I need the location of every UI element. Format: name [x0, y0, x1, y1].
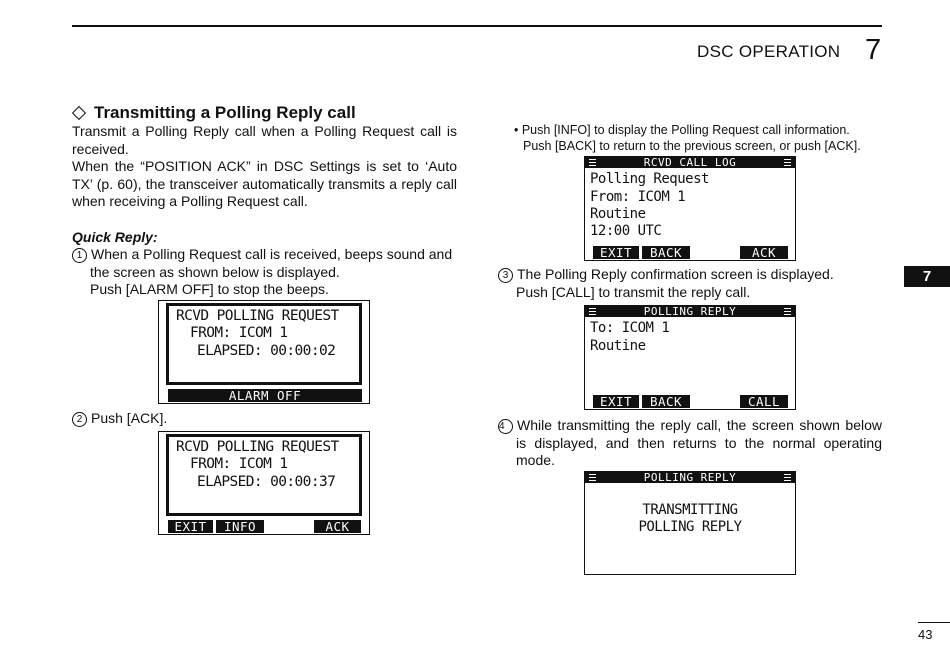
section-heading-text: Transmitting a Polling Reply call [94, 103, 356, 122]
intro-paragraph-2: When the “POSITION ACK” in DSC Settings is set to ‘Auto TX’ (p. 60), the transceiver automatically transmits a reply call when receiving a Polling Request call. [72, 158, 457, 209]
step-2 [72, 410, 167, 428]
step-line: is displayed, and then returns to the normal operating [516, 434, 882, 451]
lcd-title: POLLING REPLY [643, 305, 737, 318]
lcd-line: Routine [590, 338, 646, 354]
lcd-screen-reply-confirm [584, 305, 796, 410]
footer-rule [918, 622, 950, 623]
softkey-exit[interactable]: EXIT [593, 395, 639, 408]
lcd-line: ELAPSED: 00:00:37 [197, 474, 336, 490]
page-number: 43 [918, 627, 933, 642]
softkey-exit[interactable]: EXIT [593, 246, 639, 259]
menu-icon [589, 159, 596, 166]
softkey-call[interactable]: CALL [740, 395, 788, 408]
step-line: The Polling Reply confirmation screen is displayed. [517, 266, 834, 282]
quick-reply-label: Quick Reply: [72, 229, 158, 245]
diamond-outline-icon [72, 106, 86, 120]
softkey-back[interactable]: BACK [642, 395, 690, 408]
bullet-note [514, 123, 884, 154]
intro-paragraph-1: Transmit a Polling Reply call when a Polling Request call is received. [72, 123, 457, 157]
lcd-line: RCVD POLLING REQUEST [176, 439, 339, 455]
softkey-ack[interactable]: ACK [740, 246, 788, 259]
lcd-line: From: ICOM 1 [590, 189, 686, 205]
chapter-number: 7 [865, 34, 882, 66]
lcd-title-bar [585, 472, 795, 483]
chapter-title: DSC OPERATION [697, 42, 841, 61]
note-line: • Push [INFO] to display the Polling Request call information. [514, 123, 850, 137]
step-line: the screen as shown below is displayed. [90, 263, 340, 280]
step-number: 4 [498, 419, 513, 434]
softkey-back[interactable]: BACK [642, 246, 690, 259]
softkey-exit[interactable]: EXIT [168, 520, 213, 533]
lcd-line: FROM: ICOM 1 [190, 325, 288, 341]
step-line: Push [ACK]. [91, 410, 168, 426]
step-line: When a Polling Request call is received, beeps sound and [91, 246, 453, 262]
lcd-screen-ack [158, 431, 370, 535]
step-1 [72, 246, 464, 299]
menu-icon [784, 159, 791, 166]
lcd-screen-call-log [584, 156, 796, 261]
menu-icon [589, 474, 596, 481]
step-line: Push [ALARM OFF] to stop the beeps. [90, 281, 329, 297]
lcd-line: Polling Request [590, 171, 709, 187]
header-rule [72, 25, 882, 27]
lcd-line: TRANSMITTING [642, 502, 738, 518]
note-line: Push [BACK] to return to the previous screen, or push [ACK]. [523, 138, 861, 153]
step-line: Push [CALL] to transmit the reply call. [516, 283, 751, 300]
menu-icon [589, 308, 596, 315]
lcd-line: RCVD POLLING REQUEST [176, 308, 339, 324]
lcd-screen-alarm [158, 300, 370, 404]
step-number: 3 [498, 268, 513, 283]
lcd-title-bar [585, 157, 795, 168]
step-number: 2 [72, 412, 87, 427]
lcd-title-bar [585, 306, 795, 317]
menu-icon [784, 308, 791, 315]
lcd-line: 12:00 UTC [590, 223, 662, 239]
lcd-line: To: ICOM 1 [590, 320, 670, 336]
step-4 [498, 417, 882, 470]
lcd-screen-transmitting [584, 471, 796, 575]
chapter-side-tab: 7 [904, 266, 950, 287]
lcd-title: RCVD CALL LOG [643, 156, 737, 169]
step-3 [498, 266, 888, 301]
lcd-line: FROM: ICOM 1 [190, 456, 288, 472]
lcd-line: Routine [590, 206, 646, 222]
lcd-line: POLLING REPLY [638, 519, 742, 535]
step-line: mode. [516, 452, 555, 468]
softkey-alarm-off[interactable]: ALARM OFF [168, 389, 362, 402]
section-heading [72, 103, 356, 123]
lcd-line: ELAPSED: 00:00:02 [197, 343, 336, 359]
step-line: While transmitting the reply call, the screen shown below [517, 417, 882, 433]
softkey-ack[interactable]: ACK [314, 520, 361, 533]
softkey-info[interactable]: INFO [216, 520, 264, 533]
step-number: 1 [72, 248, 87, 263]
menu-icon [784, 474, 791, 481]
lcd-title: POLLING REPLY [643, 471, 737, 484]
